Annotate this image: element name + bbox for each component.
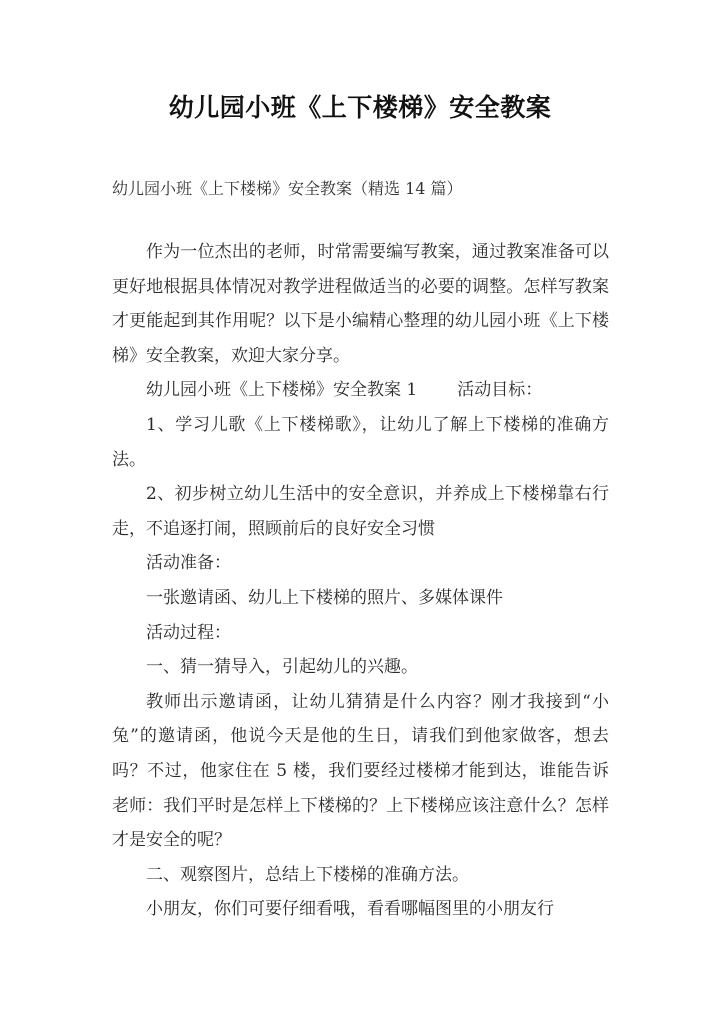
document-body xyxy=(112,235,609,927)
process-heading: 活动过程： xyxy=(146,622,231,643)
prep-content: 一张邀请函、幼儿上下楼梯的照片、多媒体课件 xyxy=(146,587,503,608)
goal-item-2: 2、初步树立幼儿生活中的安全意识，并养成上下楼梯靠右行走，不追逐打闹，照顾前后的良好安全习惯 xyxy=(112,484,609,539)
section-heading xyxy=(112,373,609,408)
intro-paragraph: 作为一位杰出的老师，时常需要编写教案，通过教案准备可以更好地根据具体情况对教学进程做适当的必要的调整。怎样写教案才更能起到其作用呢？以下是小编精心整理的幼儿园小班《上下楼梯》安全教案，欢迎大家分享。 xyxy=(112,242,609,366)
goal-item-1: 1、学习儿歌《上下楼梯歌》，让幼儿了解上下楼梯的准确方法。 xyxy=(112,414,609,470)
section-title: 幼儿园小班《上下楼梯》安全教案 1 xyxy=(146,380,418,401)
step-2-heading: 二、观察图片，总结上下楼梯的准确方法。 xyxy=(146,864,469,885)
step-1-heading: 一、猜一猜导入，引起幼儿的兴趣。 xyxy=(146,657,418,678)
prep-heading: 活动准备： xyxy=(146,553,231,574)
step-1-content: 教师出示邀请函，让幼儿猜猜是什么内容？刚才我接到“小兔”的邀请函，他说今天是他的生日，请我们到他家做客，想去吗？不过，他家住在 5 楼，我们要经过楼梯才能到达，谁能告诉老师：我们平时是怎样上下楼梯的？上下楼梯应该注意什么？怎样才是安全的呢？ xyxy=(112,691,609,851)
goal-label: 活动目标： xyxy=(457,380,543,401)
document-subtitle: 幼儿园小班《上下楼梯》安全教案（精选 14 篇） xyxy=(112,179,463,198)
step-2-content: 小朋友，你们可要仔细看哦，看看哪幅图里的小朋友行 xyxy=(146,899,554,920)
page-title: 幼儿园小班《上下楼梯》安全教案 xyxy=(168,93,552,122)
